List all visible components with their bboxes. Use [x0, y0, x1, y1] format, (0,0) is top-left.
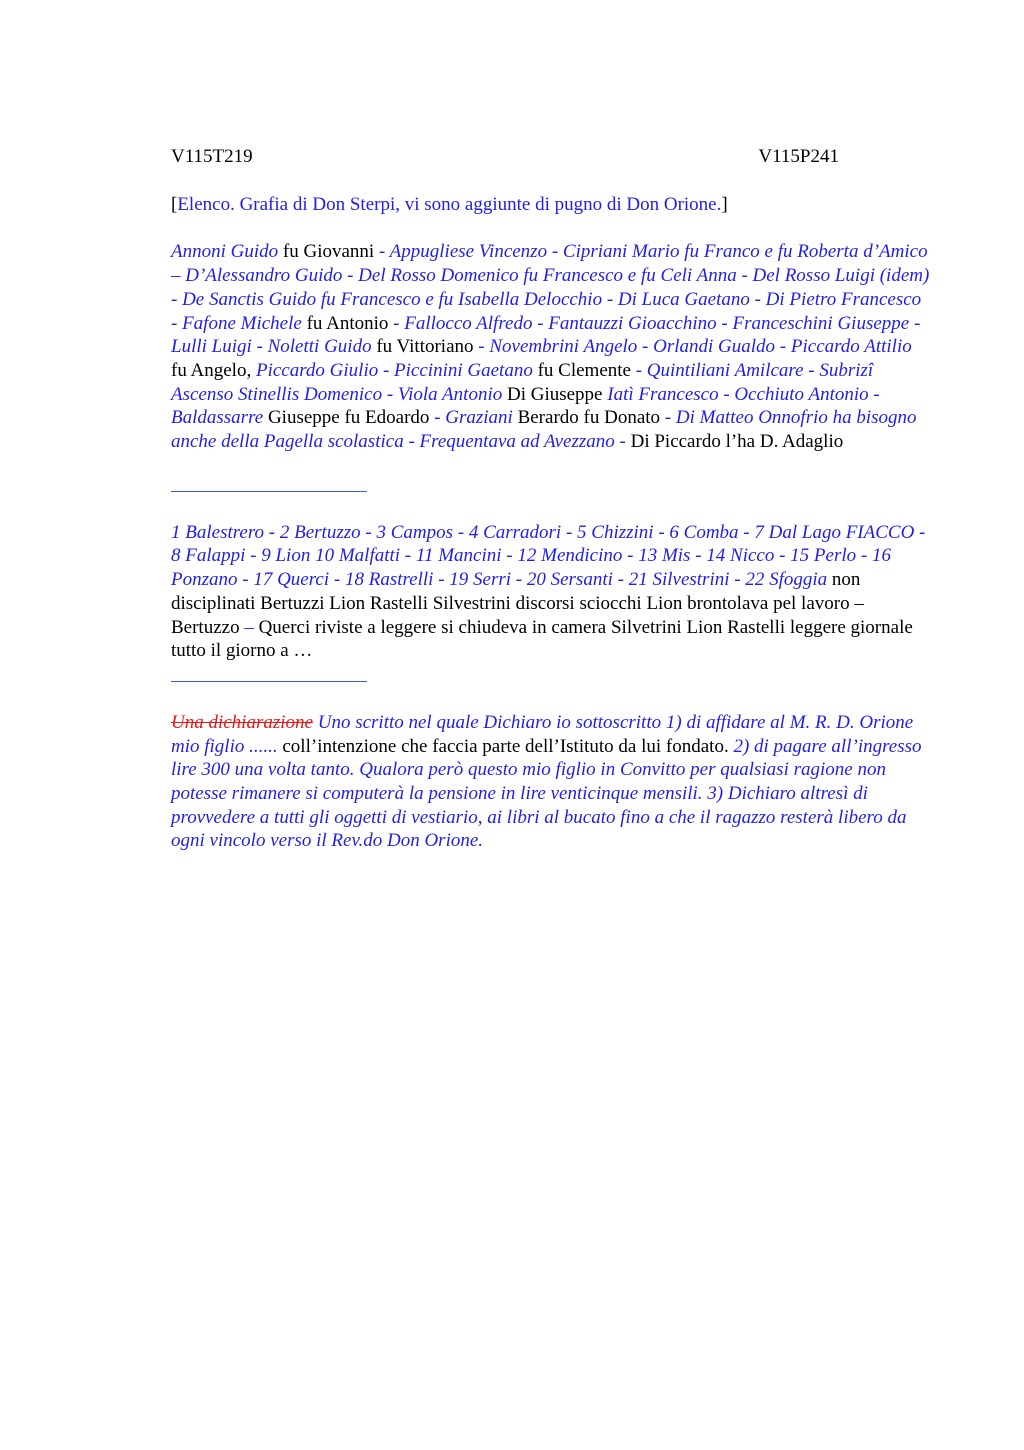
volume-code-right: V115P241 — [758, 146, 839, 167]
para1-text-run: Annoni Guido — [171, 241, 279, 263]
numbered-list-paragraph — [171, 521, 931, 663]
para3-text-run: coll’intenzione che faccia parte dell’Istituto da lui fondato. — [277, 735, 734, 757]
note-text: Elenco. Grafia di Don Sterpi, vi sono aggiunte di pugno di Don Orione. — [177, 193, 722, 215]
header-row — [171, 145, 839, 169]
declaration-paragraph — [171, 711, 931, 853]
separator-line — [171, 681, 367, 682]
note-open-bracket: [ — [171, 193, 178, 215]
document-page — [171, 145, 931, 853]
para1-text-run: - Graziani — [434, 407, 513, 429]
para1-text-run: - Appugliese Vincenzo - Cipriani Mario fu Franco e fu Roberta d’Amico – D’Alessandro Guido - Del Rosso Domenico fu Francesco e fu Celi Anna - Del Rosso Luigi (idem) - De Sanctis Guido fu Francesco e fu Isabella Delocchio - Di Luca Gaetano - Di Pietro Francesco - Fafone Michele — [171, 241, 930, 334]
para3-text-run: 2) di pagare all’ingresso lire 300 una volta tanto. Qualora però questo mio figlio in Convitto per qualsiasi ragione non potesse rimanere si computerà la pensione in lire venticinque mensili. 3) Dichiaro altresì di provvedere a tutti gli oggetti di vestiario, ai libri al bucato fino a che il ragazzo resterà libero da ogni vincolo verso il Rev.do Don Orione. — [171, 735, 922, 852]
para2-text-run: non disciplinati Bertuzzi Lion Rastelli Silvestrini discorsi sciocchi Lion brontolava pel lavoro – Bertuzzo — [171, 569, 864, 638]
note-close-bracket: ] — [721, 193, 728, 215]
para1-text-run: Piccardo Giulio - Piccinini Gaetano — [255, 359, 533, 381]
para1-text-run: Di Giuseppe — [502, 383, 608, 405]
para1-text-run: Iatì Francesco - Occhiuto Antonio - Baldassarre — [171, 383, 880, 429]
para1-text-run: Giuseppe fu Edoardo — [263, 407, 435, 429]
para2-text-run: Querci riviste a leggere si chiudeva in camera Silvetrini Lion Rastelli leggere giornale tutto il giorno a … — [171, 616, 913, 662]
para1-text-run: Berardo fu Donato — [512, 407, 665, 429]
separator-line — [171, 491, 367, 492]
para3-text-run: Uno scritto nel quale Dichiaro io sottoscritto 1) di affidare al M. R. D. Orione mio figlio ...... — [171, 711, 914, 757]
para1-text-run: fu Antonio — [301, 312, 394, 334]
para1-text-run: fu Clemente — [532, 359, 636, 381]
para1-text-run: - Quintiliani Amilcare - Subrizî Ascenso Stinellis Domenico - Viola Antonio — [171, 359, 874, 405]
para2-text-run: – — [244, 616, 254, 638]
para1-text-run: Di Piccardo l’ha D. Adaglio — [625, 431, 844, 453]
editorial-note — [171, 193, 931, 217]
para1-text-run: - Novembrini Angelo - Orlandi Gualdo - Piccardo Attilio — [478, 336, 912, 358]
para2-text-run: 1 Balestrero - 2 Bertuzzo - 3 Campos - 4 Carradori - 5 Chizzini - 6 Comba - 7 Dal Lago FIACCO - 8 Falappi - 9 Lion 10 Malfatti - 11 Mancini - 12 Mendicino - 13 Mis - 14 Nicco - 15 Perlo - 16 Ponzano - 17 Querci - 18 Rastrelli - 19 Serri - 20 Sersanti - 21 Silvestrini - 22 Sfoggia — [171, 521, 926, 591]
para1-text-run: - Fallocco Alfredo - Fantauzzi Gioacchino - Franceschini Giuseppe - Lulli Luigi - Noletti Guido — [171, 312, 921, 358]
para3-text-run: Una dichiarazione — [171, 711, 313, 733]
para1-text-run: fu Angelo, — [171, 359, 256, 381]
para1-text-run: fu Giovanni — [278, 241, 379, 263]
volume-code-left: V115T219 — [171, 146, 253, 167]
para1-text-run: - Di Matteo Onnofrio ha bisogno anche della Pagella scolastica - Frequentava ad Avezzano - — [171, 407, 917, 453]
para1-text-run: fu Vittoriano — [371, 336, 479, 358]
student-list-paragraph — [171, 240, 931, 453]
